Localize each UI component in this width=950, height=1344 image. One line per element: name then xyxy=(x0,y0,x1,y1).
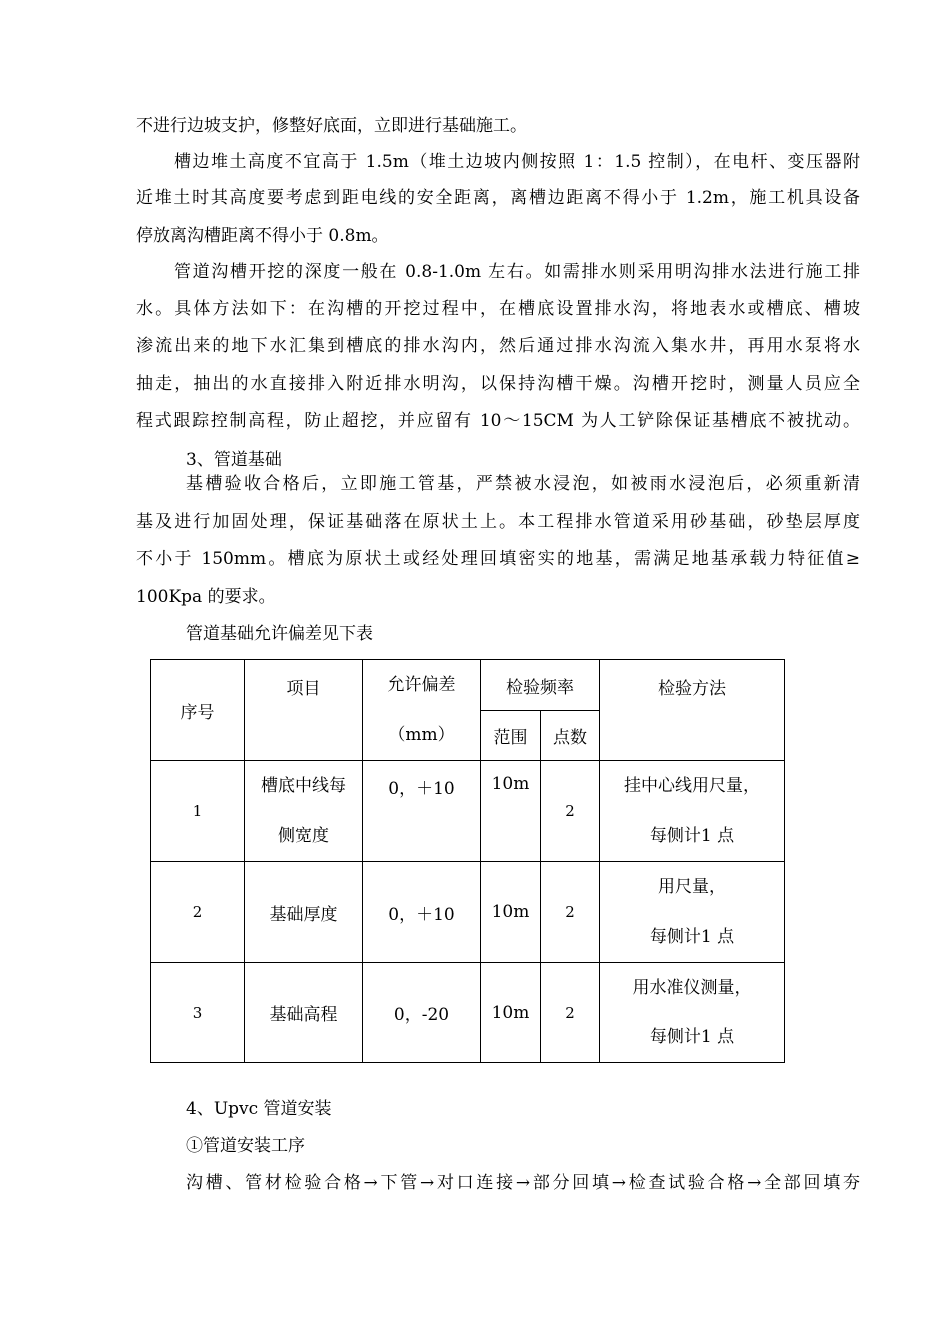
subsection-heading: ①管道安装工序 xyxy=(186,1136,305,1156)
header-method: 检验方法 xyxy=(600,660,785,761)
tolerance-table xyxy=(150,659,785,1063)
paragraph-line: 沟槽、管材检验合格→下管→对口连接→部分回填→检查试验合格→全部回填夯 xyxy=(186,1173,860,1193)
section-heading: 4、Upvc 管道安装 xyxy=(186,1099,332,1119)
paragraph-line: 不进行边坡支护，修整好底面，立即进行基础施工。 xyxy=(136,116,527,136)
row-seq: 2 xyxy=(151,862,245,963)
paragraph-line: 程式跟踪控制高程，防止超挖，并应留有 10～15CM 为人工铲除保证基槽底不被扰动。 xyxy=(136,411,860,431)
row-range: 10m xyxy=(481,761,541,862)
paragraph-line: 水。具体方法如下：在沟槽的开挖过程中，在槽底设置排水沟，将地表水或槽底、槽坡 xyxy=(136,299,860,319)
table-caption: 管道基础允许偏差见下表 xyxy=(186,624,373,644)
row-range: 10m xyxy=(481,963,541,1063)
table-header-row xyxy=(151,660,785,711)
header-range: 范围 xyxy=(481,711,541,761)
paragraph-line: 停放离沟槽距离不得小于 0.8m。 xyxy=(136,226,389,246)
row-seq: 1 xyxy=(151,761,245,862)
row-points: 2 xyxy=(541,963,600,1063)
header-seq: 序号 xyxy=(151,660,245,761)
section-heading: 3、管道基础 xyxy=(186,450,282,470)
paragraph-line: 不小于 150mm。槽底为原状土或经处理回填密实的地基，需满足地基承载力特征值≥ xyxy=(136,549,860,569)
table-row xyxy=(151,862,785,963)
paragraph-line: 近堆土时其高度要考虑到距电线的安全距离，离槽边距离不得小于 1.2m，施工机具设备 xyxy=(136,188,860,208)
paragraph-line: 基及进行加固处理，保证基础落在原状土上。本工程排水管道采用砂基础，砂垫层厚度 xyxy=(136,512,860,532)
table-row xyxy=(151,963,785,1063)
row-tolerance: 0，＋10 xyxy=(363,862,481,963)
row-item: 基础高程 xyxy=(245,963,363,1063)
header-frequency: 检验频率 xyxy=(481,660,600,711)
row-method: 用水准仪测量， 每侧计1 点 xyxy=(600,963,785,1063)
header-item: 项目 xyxy=(245,660,363,761)
header-points: 点数 xyxy=(541,711,600,761)
row-method: 用尺量， 每侧计1 点 xyxy=(600,862,785,963)
row-item: 槽底中线每 侧宽度 xyxy=(245,761,363,862)
row-points: 2 xyxy=(541,862,600,963)
row-method: 挂中心线用尺量， 每侧计1 点 xyxy=(600,761,785,862)
paragraph-line: 渗流出来的地下水汇集到槽底的排水沟内，然后通过排水沟流入集水井，再用水泵将水 xyxy=(136,336,860,356)
row-points: 2 xyxy=(541,761,600,862)
row-range: 10m xyxy=(481,862,541,963)
row-tolerance: 0，＋10 xyxy=(363,761,481,862)
row-seq: 3 xyxy=(151,963,245,1063)
row-tolerance: 0，-20 xyxy=(363,963,481,1063)
paragraph-line: 抽走，抽出的水直接排入附近排水明沟，以保持沟槽干燥。沟槽开挖时，测量人员应全 xyxy=(136,374,860,394)
paragraph-line: 管道沟槽开挖的深度一般在 0.8-1.0m 左右。如需排水则采用明沟排水法进行施工排 xyxy=(174,262,860,282)
header-tolerance: 允许偏差 （mm） xyxy=(363,660,481,761)
paragraph-line: 100Kpa 的要求。 xyxy=(136,587,276,607)
paragraph-line: 基槽验收合格后，立即施工管基，严禁被水浸泡，如被雨水浸泡后，必须重新清 xyxy=(186,474,860,494)
table-row xyxy=(151,761,785,862)
paragraph-line: 槽边堆土高度不宜高于 1.5m（堆土边坡内侧按照 1：1.5 控制），在电杆、变压器附 xyxy=(174,152,860,172)
row-item: 基础厚度 xyxy=(245,862,363,963)
